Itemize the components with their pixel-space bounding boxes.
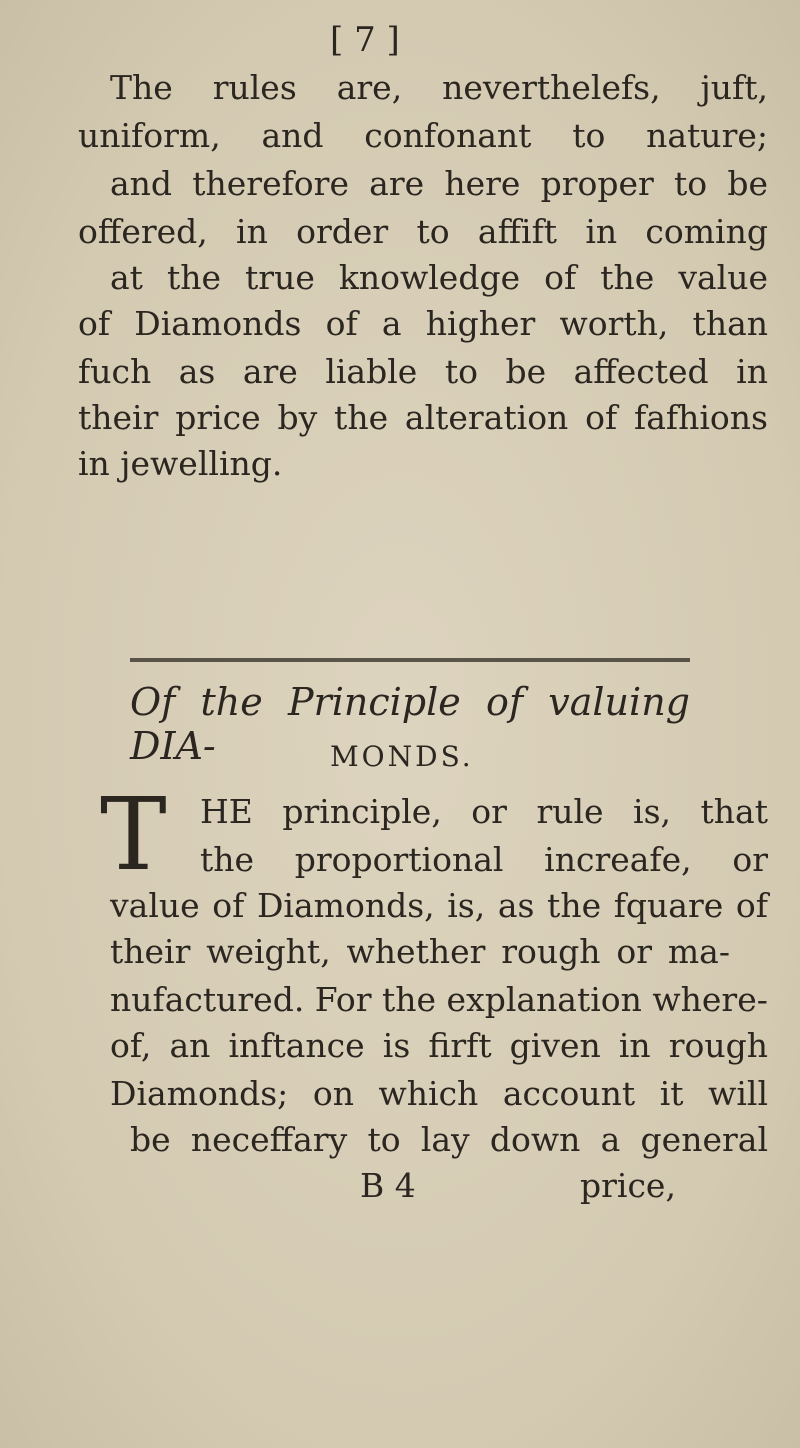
section-heading: Of the Principle of valuing DIA-: [130, 680, 690, 768]
text-line: and therefore are here proper to be: [110, 164, 768, 203]
text-line: Diamonds; on which account it will: [110, 1074, 768, 1113]
section-heading-continued: MONDS.: [330, 740, 474, 773]
text-line: their price by the alteration of fafhions: [78, 398, 768, 437]
text-line: be neceffary to lay down a general: [130, 1120, 768, 1159]
text-line: offered, in order to affift in coming: [78, 212, 768, 251]
text-line: uniform, and confonant to nature;: [78, 116, 768, 155]
text-line: in jewelling.: [78, 444, 283, 483]
text-line: at the true knowledge of the value: [110, 258, 768, 297]
text-line: fuch as are liable to be affected in: [78, 352, 768, 391]
page-number: [ 7 ]: [330, 20, 400, 60]
drop-cap: T: [100, 776, 167, 893]
text-line: their weight, whether rough or ma-: [110, 932, 730, 971]
text-line: of, an inftance is firft given in rough: [110, 1026, 768, 1065]
text-line: The rules are, neverthelefs, juft,: [110, 68, 768, 107]
text-line: HE principle, or rule is, that: [200, 792, 768, 831]
signature-mark: B 4: [360, 1166, 416, 1205]
catchword: price,: [580, 1166, 676, 1205]
text-line: nufactured. For the explanation where-: [110, 980, 768, 1019]
text-line: value of Diamonds, is, as the fquare of: [110, 886, 768, 925]
text-line: the proportional increafe, or: [200, 840, 768, 879]
section-divider: [130, 658, 690, 662]
text-line: of Diamonds of a higher worth, than: [78, 304, 768, 343]
